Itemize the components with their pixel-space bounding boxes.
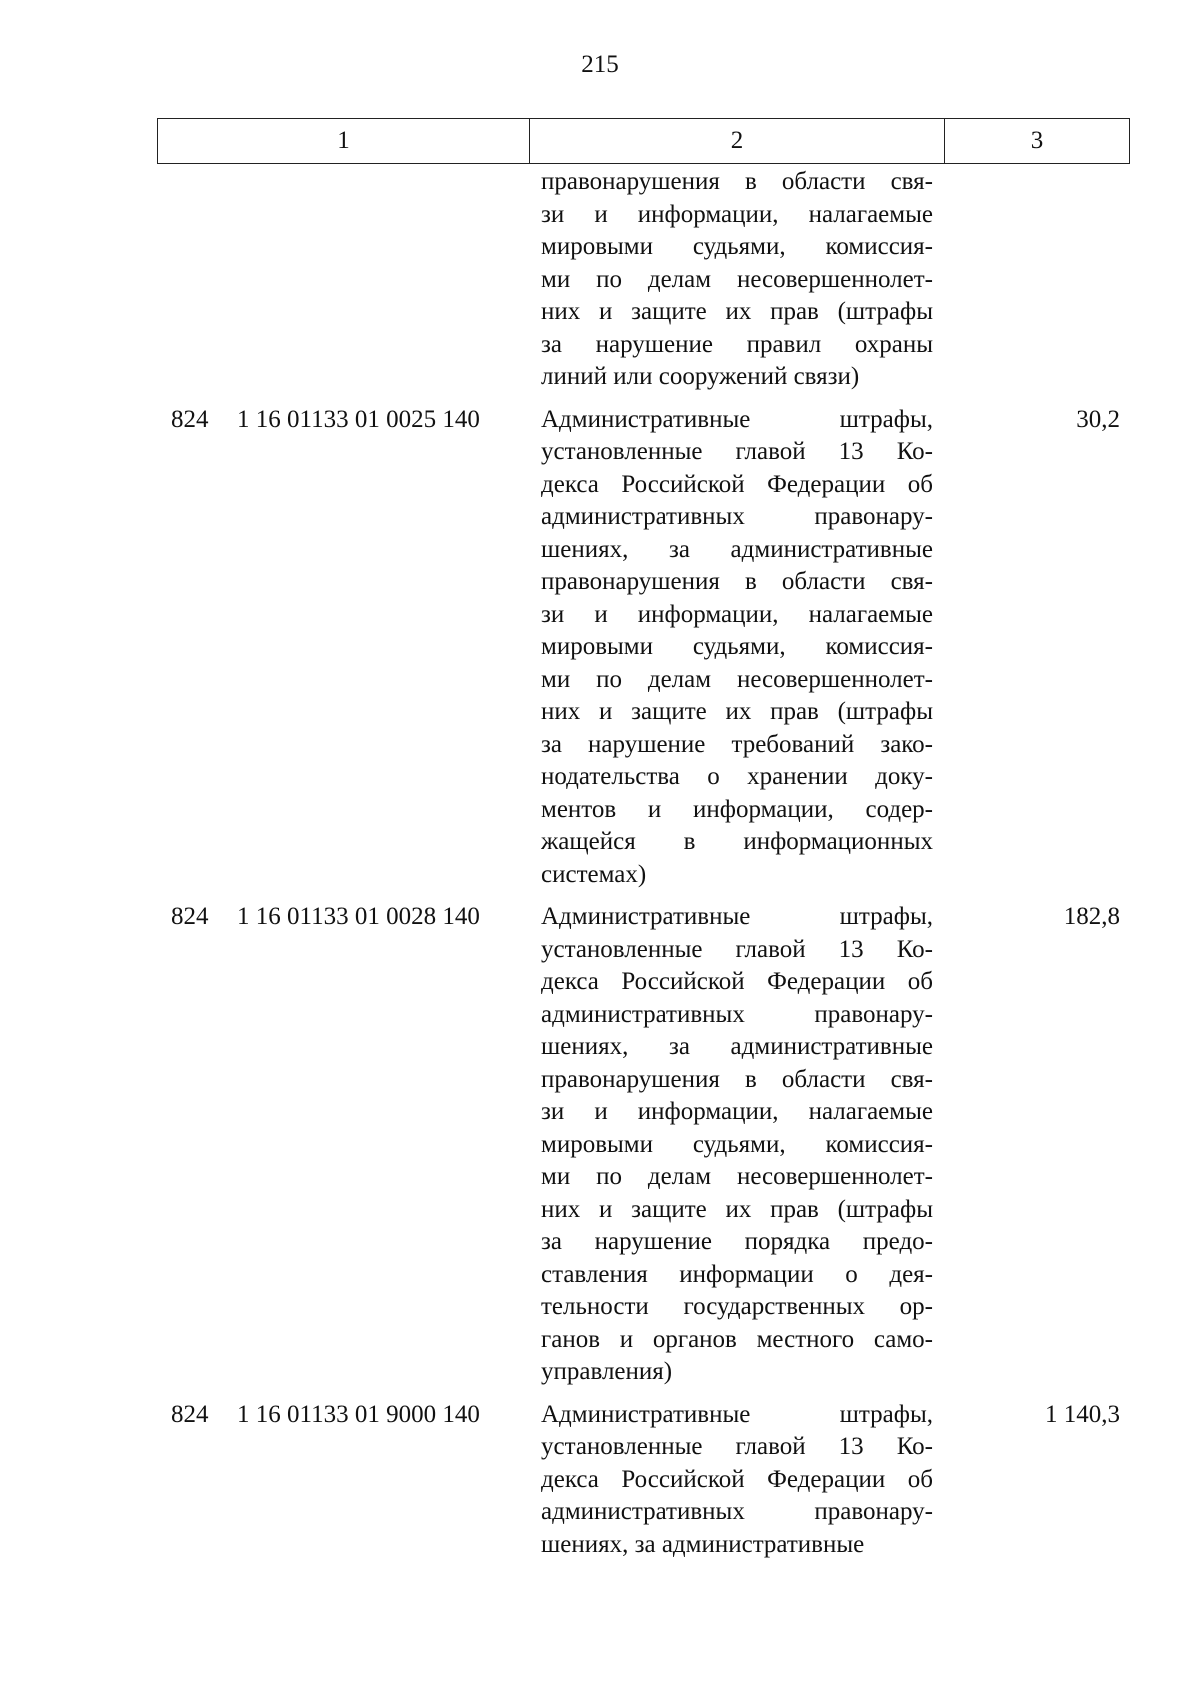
- table-row: [157, 404, 1130, 892]
- description-line: декса Российской Федерации об: [541, 470, 933, 498]
- header-col-3: 3: [1030, 127, 1044, 154]
- description-line: мировыми судьями, комиссия-: [541, 633, 933, 660]
- description-line: шениях, за административные: [541, 535, 933, 563]
- table-row: [157, 1399, 1130, 1562]
- description-line: за нарушение требований зако-: [541, 730, 933, 758]
- amount-cell: [572, 166, 1130, 394]
- description-line: административных правонару-: [541, 503, 933, 530]
- description-line: ставления информации о дея-: [541, 1260, 933, 1288]
- description-line: ми по делам несовершеннолет-: [541, 1163, 933, 1190]
- description-line: Административные штрафы,: [541, 405, 933, 433]
- description-line: зи и информации, налагаемые: [541, 600, 933, 628]
- amount-cell: 1 140,3: [1045, 1400, 1120, 1428]
- revenue-code-cell: 1 16 01133 01 9000 140: [237, 1400, 480, 1428]
- table-row: [157, 901, 1130, 1389]
- amount-cell: 30,2: [1076, 405, 1120, 433]
- description-cell: [157, 901, 933, 1389]
- description-cell: [157, 404, 933, 892]
- description-line: Административные штрафы,: [541, 903, 933, 930]
- description-line: установленные главой 13 Ко-: [541, 935, 933, 963]
- description-line: них и защите их прав (штрафы: [541, 1195, 933, 1223]
- description-line: системах): [541, 860, 647, 888]
- description-line: за нарушение правил охраны: [541, 330, 933, 358]
- description-line: них и защите их прав (штрафы: [541, 298, 933, 325]
- amount-cell: 182,8: [1063, 903, 1120, 930]
- description-line: декса Российской Федерации об: [541, 1465, 933, 1493]
- description-line: тельности государственных ор-: [541, 1293, 933, 1320]
- description-line: декса Российской Федерации об: [541, 968, 933, 995]
- description-line: мировыми судьями, комиссия-: [541, 1130, 933, 1158]
- description-line: нодательства о хранении доку-: [541, 763, 933, 790]
- admin-code-cell: 824: [171, 1400, 209, 1428]
- description-line: шениях, за административные: [541, 1530, 865, 1558]
- description-line: правонарушения в области свя-: [541, 568, 933, 595]
- description-line: ми по делам несовершеннолет-: [541, 665, 933, 693]
- revenue-code-cell: 1 16 01133 01 0025 140: [237, 405, 480, 433]
- description-line: установленные главой 13 Ко-: [541, 1433, 933, 1460]
- description-cell: [157, 166, 933, 394]
- description-line: административных правонару-: [541, 1000, 933, 1028]
- table-header: [157, 118, 1130, 164]
- description-line: установленные главой 13 Ко-: [541, 438, 933, 465]
- header-col-1: 1: [158, 119, 530, 163]
- table-body: [157, 166, 1130, 1571]
- description-line: правонарушения в области свя-: [541, 168, 933, 195]
- description-line: Административные штрафы,: [541, 1400, 933, 1428]
- table-row: [157, 166, 1130, 394]
- revenue-code-cell: 1 16 01133 01 0028 140: [237, 903, 480, 930]
- description-line: правонарушения в области свя-: [541, 1065, 933, 1093]
- description-line: ганов и органов местного само-: [541, 1325, 933, 1353]
- description-line: ментов и информации, содер-: [541, 795, 933, 823]
- description-line: мировыми судьями, комиссия-: [541, 233, 933, 260]
- description-line: шениях, за административные: [541, 1033, 933, 1060]
- description-line: за нарушение порядка предо-: [541, 1228, 933, 1255]
- page-number: 215: [581, 51, 619, 78]
- description-line: линий или сооружений связи): [541, 363, 860, 390]
- description-line: зи и информации, налагаемые: [541, 1098, 933, 1125]
- header-col-2: 2: [530, 119, 945, 163]
- description-line: административных правонару-: [541, 1498, 933, 1525]
- description-line: них и защите их прав (штрафы: [541, 698, 933, 725]
- admin-code-cell: 824: [171, 405, 209, 433]
- description-line: ми по делам несовершеннолет-: [541, 265, 933, 293]
- description-cell: [157, 1399, 933, 1562]
- description-line: зи и информации, налагаемые: [541, 200, 933, 228]
- admin-code-cell: 824: [171, 903, 209, 930]
- description-line: управления): [541, 1358, 673, 1385]
- description-line: жащейся в информационных: [541, 828, 933, 855]
